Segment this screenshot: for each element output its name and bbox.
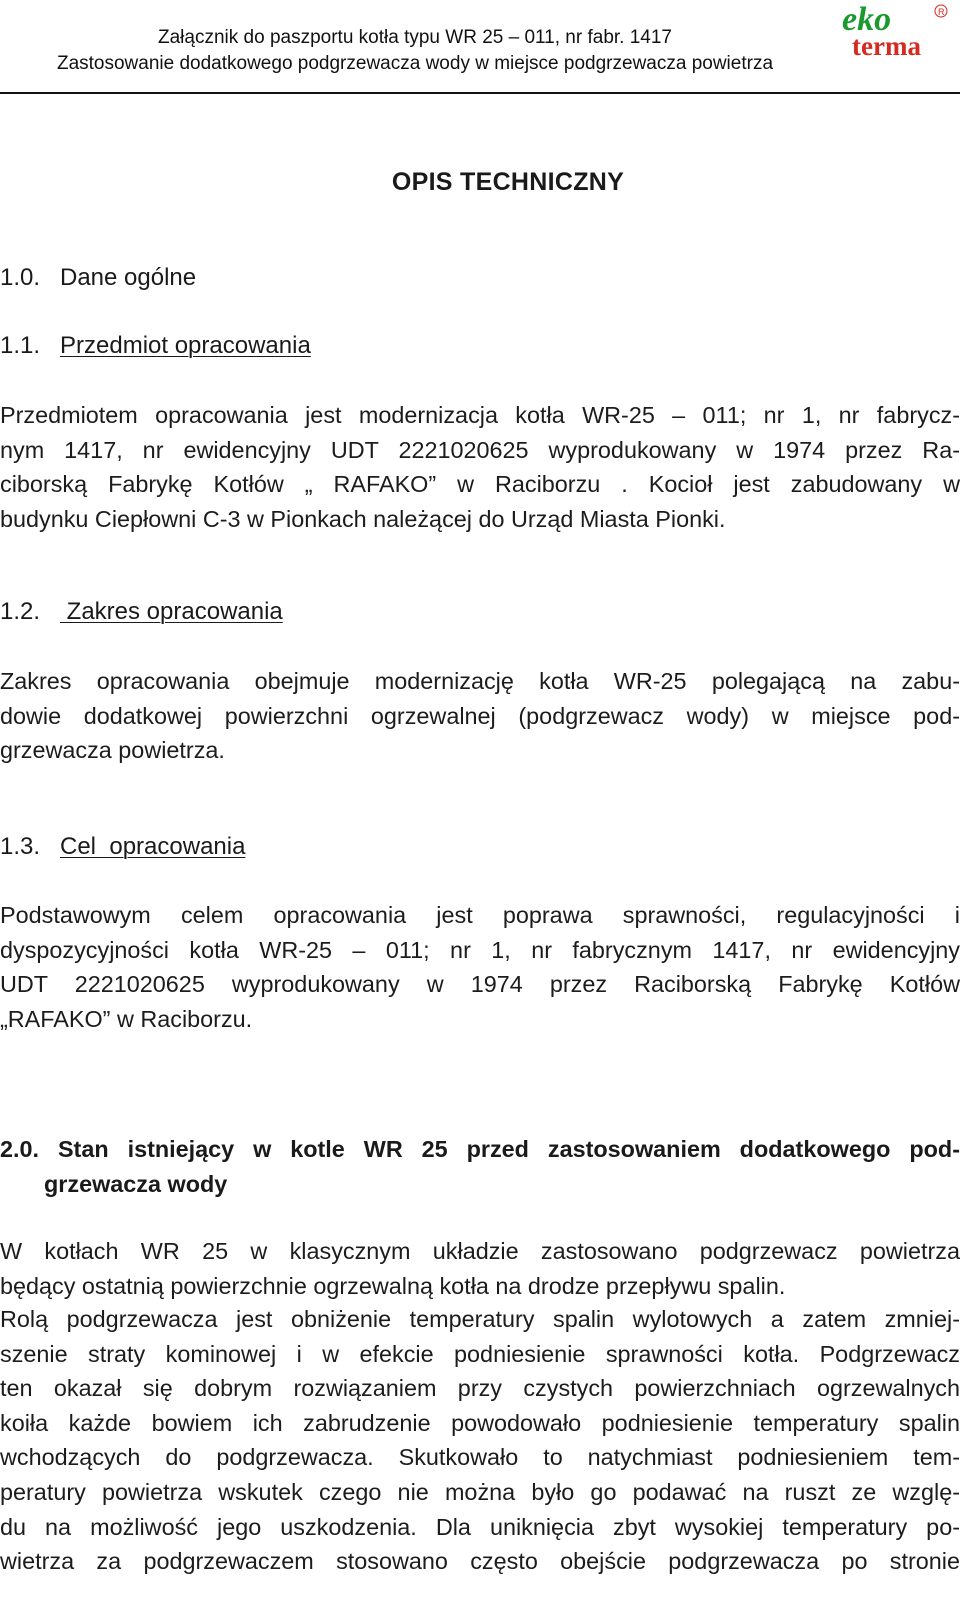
section-label-line-1: Stan istniejący w kotle WR 25 przed zastosowaniem dodatkowego pod- xyxy=(57,1136,960,1162)
text-line: Podstawowym celem opracowania jest poprawa sprawności, regulacyjności i xyxy=(0,902,960,928)
section-number: 1.2. xyxy=(0,598,41,625)
text-line: peratury powietrza wskutek czego nie można było go podawać na ruszt ze wzglę- xyxy=(0,1478,960,1505)
section-label-line-2: grzewacza wody xyxy=(44,1171,228,1197)
header-line-2: Zastosowanie dodatkowego podgrzewacza wody w miejsce podgrzewacza powietrza xyxy=(56,53,774,74)
paragraph-1-1 xyxy=(0,398,960,536)
text-line: koiła każde bowiem ich zabrudzenie powodowało podniesienie temperatury spalin xyxy=(0,1409,960,1436)
section-heading-1-2 xyxy=(0,598,283,626)
section-number: 1.1. xyxy=(0,332,41,359)
text-line: dowie dodatkowej powierzchni ogrzewalnej (podgrzewacz wody) w miejsce pod- xyxy=(0,702,960,729)
text-line: W kotłach WR 25 w klasycznym układzie zastosowano podgrzewacz powietrza xyxy=(0,1238,960,1264)
text-line: ten okazał się dobrym rozwiązaniem przy czystych powierzchniach ogrzewalnych xyxy=(0,1375,960,1402)
section-number: 2.0. xyxy=(0,1136,40,1162)
text-line: wchodzących do podgrzewacza. Skutkowało to natychmiast podniesieniem tem- xyxy=(0,1444,960,1471)
paragraph-2-0-b xyxy=(0,1302,960,1579)
section-number: 1.0. xyxy=(0,264,41,291)
header-divider xyxy=(0,92,960,94)
section-number: 1.3. xyxy=(0,833,41,860)
text-line: „RAFAKO” w Raciborzu. xyxy=(0,1005,253,1032)
section-heading-1-1 xyxy=(0,332,311,360)
header-line-1: Załącznik do paszportu kotła typu WR 25 – 011, nr fabr. 1417 xyxy=(158,27,672,48)
paragraph-1-3 xyxy=(0,898,960,1036)
registered-mark: R xyxy=(938,7,945,17)
section-label: Cel opracowania xyxy=(60,833,246,860)
text-line: będący ostatnią powierzchnie ogrzewalną kotła na drodze przepływu spalin. xyxy=(0,1272,786,1299)
section-heading-1-0 xyxy=(0,264,196,292)
section-heading-1-3 xyxy=(0,833,245,861)
section-heading-2-0 xyxy=(0,1132,960,1202)
text-line: Przedmiotem opracowania jest modernizacja kotła WR-25 – 011; nr 1, nr fabrycz- xyxy=(0,402,960,428)
document-title: OPIS TECHNICZNY xyxy=(391,168,625,196)
section-label: Zakres opracowania xyxy=(60,598,283,625)
text-line: Rolą podgrzewacza jest obniżenie temperatury spalin wylotowych a zatem zmniej- xyxy=(0,1306,960,1332)
text-line: UDT 2221020625 wyprodukowany w 1974 przez Raciborską Fabrykę Kotłów xyxy=(0,971,960,998)
text-line: budynku Ciepłowni C-3 w Pionkach należącej do Urząd Miasta Pionki. xyxy=(0,505,726,532)
section-label: Przedmiot opracowania xyxy=(60,332,311,359)
text-line: ciborską Fabrykę Kotłów „ RAFAKO” w Raciborzu . Kocioł jest zabudowany w xyxy=(0,471,960,498)
paragraph-2-0-a xyxy=(0,1234,960,1303)
page-header xyxy=(0,0,960,96)
ekoterma-logo xyxy=(838,2,956,62)
text-line: wietrza za podgrzewaczem stosowano często obejście podgrzewacza po stronie xyxy=(0,1548,960,1575)
logo-terma-text: terma xyxy=(852,31,921,61)
section-label: Dane ogólne xyxy=(60,264,197,291)
paragraph-1-2 xyxy=(0,664,960,768)
text-line: nym 1417, nr ewidencyjny UDT 2221020625 wyprodukowany w 1974 przez Ra- xyxy=(0,436,960,463)
text-line: szenie straty kominowej i w efekcie podniesienie sprawności kotła. Podgrzewacz xyxy=(0,1340,960,1367)
text-line: du na możliwość jego uszkodzenia. Dla uniknięcia zbyt wysokiej temperatury po- xyxy=(0,1513,960,1540)
logo-eko-text: eko xyxy=(842,2,892,38)
text-line: grzewacza powietrza. xyxy=(0,737,225,764)
text-line: Zakres opracowania obejmuje modernizację kotła WR-25 polegającą na zabu- xyxy=(0,668,960,694)
text-line: dyspozycyjności kotła WR-25 – 011; nr 1, nr fabrycznym 1417, nr ewidencyjny xyxy=(0,936,960,963)
heading-line xyxy=(0,1132,960,1167)
